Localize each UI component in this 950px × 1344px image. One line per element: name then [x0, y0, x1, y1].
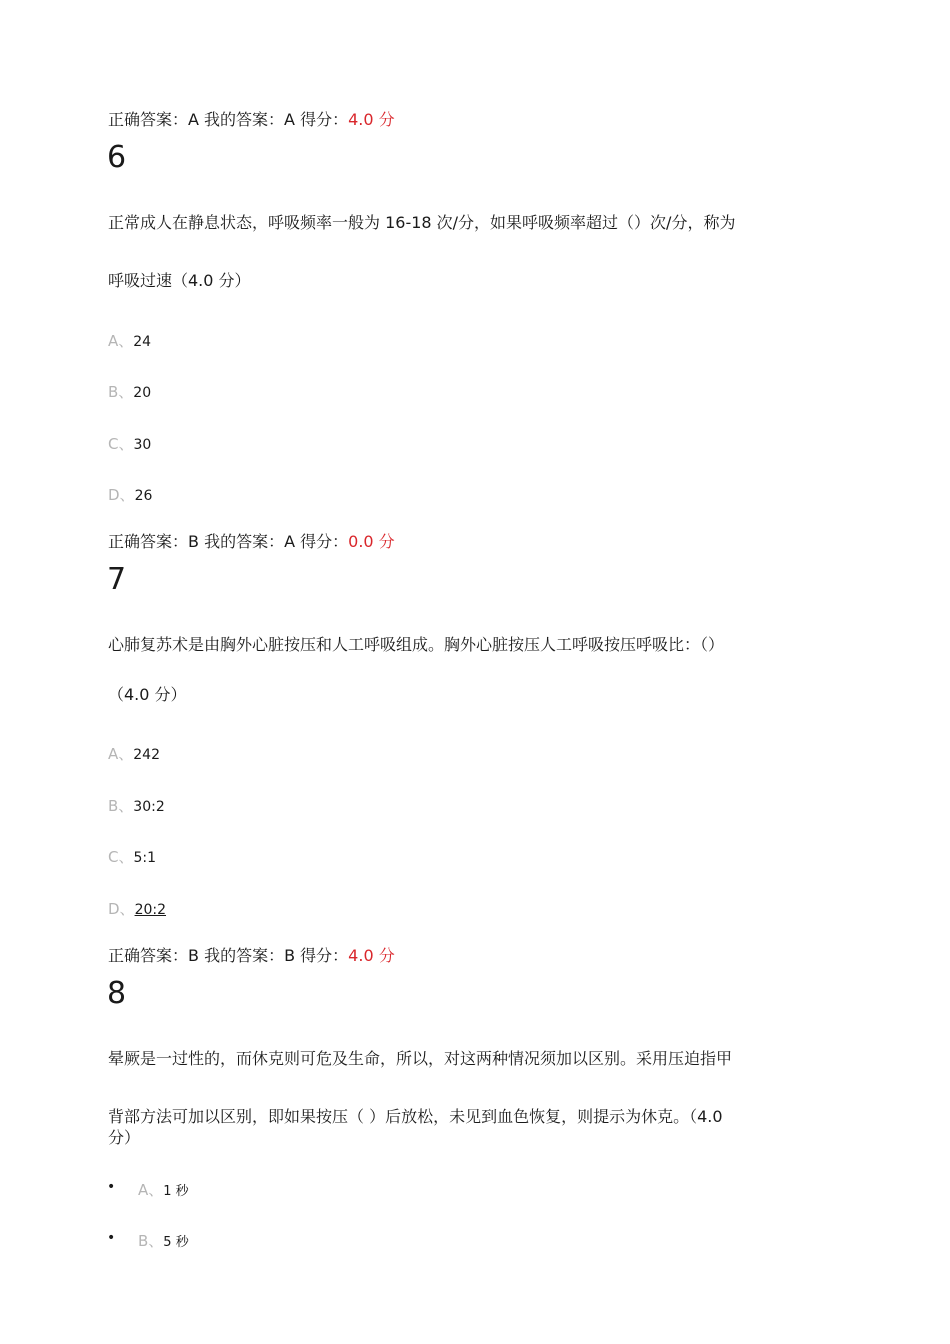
- option-d[interactable]: [108, 484, 152, 505]
- my-answer: 我的答案：A: [204, 532, 296, 551]
- option-text: 20:2: [134, 902, 167, 918]
- score-value: 0.0 分: [348, 532, 395, 551]
- my-answer: 我的答案：B: [204, 946, 296, 965]
- question-text: （4.0 分）: [108, 685, 187, 704]
- option-text: 30: [133, 437, 152, 453]
- question-text: 分）: [108, 1128, 141, 1147]
- option-c[interactable]: [108, 433, 151, 454]
- option-b[interactable]: [138, 1230, 189, 1251]
- option-letter: D、: [108, 900, 135, 918]
- option-text: 5:1: [133, 850, 157, 866]
- option-b[interactable]: [108, 795, 165, 816]
- answer-line-q7: [108, 943, 395, 966]
- correct-answer: 正确答案：A: [108, 110, 199, 129]
- option-text: 30:2: [133, 799, 165, 815]
- score-label: 得分：: [300, 946, 349, 965]
- my-answer: 我的答案：A: [204, 110, 295, 129]
- option-letter: B、: [108, 797, 134, 815]
- option-text: 5 秒: [163, 1235, 189, 1250]
- option-c[interactable]: [108, 846, 156, 867]
- option-letter: A、: [108, 332, 134, 350]
- option-letter: B、: [138, 1232, 164, 1250]
- option-letter: A、: [138, 1181, 164, 1199]
- score-value: 4.0 分: [348, 110, 395, 129]
- option-text: 24: [133, 334, 152, 350]
- question-text: 背部方法可加以区别，即如果按压（ ）后放松，未见到血色恢复，则提示为休克。（4.0: [108, 1107, 723, 1126]
- bullet: •: [107, 1179, 116, 1195]
- option-text: 242: [133, 747, 160, 763]
- correct-answer: 正确答案：B: [108, 946, 199, 965]
- question-text: 正常成人在静息状态，呼吸频率一般为 16-18 次/分，如果呼吸频率超过（）次/分，称为: [108, 213, 736, 232]
- option-d[interactable]: [108, 898, 166, 919]
- score-label: 得分：: [300, 110, 349, 129]
- score-label: 得分：: [300, 532, 349, 551]
- option-letter: C、: [108, 435, 134, 453]
- question-number: 8: [107, 976, 127, 1011]
- question-text: 心肺复苏术是由胸外心脏按压和人工呼吸组成。胸外心脏按压人工呼吸按压呼吸比：（）: [108, 635, 725, 654]
- answer-line-q5: [108, 107, 395, 130]
- question-text: 呼吸过速（4.0 分）: [108, 271, 251, 290]
- option-a[interactable]: [108, 743, 160, 764]
- option-text: 1 秒: [163, 1184, 189, 1199]
- question-number: 7: [107, 562, 127, 597]
- question-number: 6: [107, 140, 127, 175]
- option-text: 26: [134, 488, 153, 504]
- correct-answer: 正确答案：B: [108, 532, 199, 551]
- option-letter: D、: [108, 486, 135, 504]
- option-letter: C、: [108, 848, 134, 866]
- bullet: •: [107, 1230, 116, 1246]
- answer-line-q6: [108, 529, 395, 552]
- question-text: 晕厥是一过性的，而休克则可危及生命，所以，对这两种情况须加以区别。采用压迫指甲: [108, 1049, 733, 1068]
- option-a[interactable]: [108, 330, 151, 351]
- option-text: 20: [133, 385, 152, 401]
- score-value: 4.0 分: [348, 946, 395, 965]
- option-letter: A、: [108, 745, 134, 763]
- option-a[interactable]: [138, 1179, 189, 1200]
- option-b[interactable]: [108, 381, 151, 402]
- option-letter: B、: [108, 383, 134, 401]
